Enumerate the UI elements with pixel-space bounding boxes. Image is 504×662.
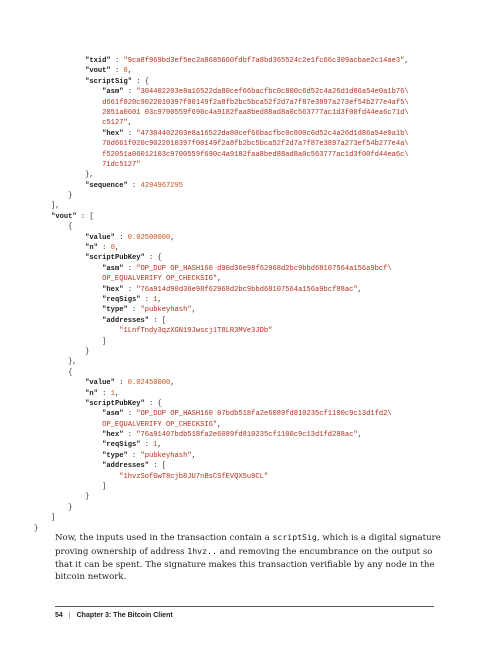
json-punctuation: : (123, 431, 137, 440)
json-punctuation: } (0, 192, 73, 201)
json-punctuation (0, 78, 85, 86)
code-line (0, 170, 409, 180)
json-key: "asm" (102, 264, 124, 273)
json-punctuation (0, 254, 85, 262)
json-punctuation: : { (144, 254, 162, 263)
json-key: "asm" (102, 410, 124, 419)
json-key: "hex" (102, 129, 124, 138)
json-key: "addresses" (102, 462, 149, 471)
code-line (0, 243, 409, 253)
json-punctuation: , (191, 306, 196, 315)
code-line (0, 264, 409, 274)
json-number: 0.02450000 (127, 379, 171, 388)
paragraph-line: proving ownership of address 1hvz.. and removing the encumbrance on the output so (55, 545, 433, 557)
footer-divider (55, 606, 434, 607)
json-punctuation: } (0, 493, 90, 502)
json-key: "sequence" (85, 181, 128, 190)
code-line (0, 201, 409, 211)
json-punctuation (0, 431, 102, 439)
json-punctuation: ] (0, 483, 107, 492)
footer-separator: | (68, 612, 71, 619)
json-punctuation: : (140, 441, 154, 450)
code-line (0, 326, 409, 336)
json-key: "scriptPubKey" (85, 254, 145, 263)
json-punctuation: : (123, 410, 137, 419)
code-line (0, 285, 409, 295)
json-key: "type" (102, 306, 128, 315)
json-key: "vout" (85, 67, 111, 76)
json-punctuation: : [ (149, 462, 167, 471)
json-punctuation: } (0, 503, 73, 512)
code-line (0, 357, 409, 367)
json-number: 1 (153, 295, 158, 304)
json-punctuation: , (157, 441, 162, 450)
code-line (0, 316, 409, 326)
json-string: c5127" (0, 119, 128, 128)
json-punctuation: : { (131, 77, 149, 86)
json-punctuation (0, 130, 102, 138)
json-punctuation: , (114, 244, 120, 253)
json-punctuation: , (127, 67, 132, 76)
json-string: "OP_DUP OP_HASH160 07bdb518fa2e6089fd810235cf1100c9c13d1fd2\ (136, 410, 392, 419)
json-punctuation: , (170, 233, 175, 242)
code-line (0, 139, 409, 149)
json-punctuation: : (114, 379, 128, 388)
code-line (0, 399, 409, 409)
json-string: "76a91407bdb518fa2e6089fd810235cf1100c9c13d1fd288ac" (136, 431, 358, 440)
inline-code-scriptsig: scriptSig (272, 532, 317, 542)
json-key: "vout" (51, 212, 77, 221)
json-punctuation: } (0, 524, 39, 533)
json-string: "1LnfTndy3qzXGN19Jwscj1T8LR3MVe3JDb" (0, 327, 273, 336)
json-punctuation: : (123, 88, 137, 97)
code-line (0, 503, 409, 513)
json-punctuation: , (114, 389, 120, 398)
chapter-title: Chapter 3: The Bitcoin Client (76, 612, 173, 619)
json-string: "pubkeyhash" (140, 451, 192, 460)
code-line (0, 233, 409, 243)
json-punctuation: : [ (149, 316, 167, 325)
json-punctuation (0, 57, 85, 65)
json-punctuation (0, 88, 102, 96)
json-punctuation: ] (0, 514, 56, 523)
json-punctuation: : (127, 181, 141, 190)
json-punctuation (0, 441, 102, 449)
json-punctuation (0, 296, 102, 304)
code-line (0, 482, 409, 492)
json-key: "scriptSig" (85, 77, 132, 86)
json-number: 0 (123, 67, 128, 76)
code-line (0, 378, 409, 388)
json-punctuation: : (123, 264, 137, 273)
code-line (0, 337, 409, 347)
json-key: "hex" (102, 431, 124, 440)
code-line (0, 212, 409, 222)
json-punctuation: } (0, 347, 90, 356)
json-key: "asm" (102, 88, 124, 97)
page-footer (55, 612, 173, 619)
json-punctuation (0, 400, 85, 408)
json-punctuation (0, 390, 85, 398)
json-string: "304402203e8a16522da80cef66bacfbc0c800c6d52c4a26d1d86a54e0a1b76\ (136, 88, 409, 97)
json-punctuation (0, 244, 85, 252)
page-number: 54 (55, 612, 63, 619)
paragraph-line: that it can be spent. The signature makes this transaction verifiable by any node in the (55, 559, 435, 570)
code-line (0, 295, 409, 305)
code-line (0, 150, 409, 160)
code-line (0, 253, 409, 263)
json-punctuation: , (357, 431, 362, 440)
paragraph-line: bitcoin network. (55, 572, 127, 583)
json-string: "9ca8f969bd3ef5ec2a8685660fdbf7a8bd365524c2e1fc66c309acbae2c14ae3" (123, 57, 405, 65)
json-string: 71dc5127" (0, 160, 141, 169)
json-punctuation: : (114, 233, 128, 242)
code-line (0, 305, 409, 315)
json-punctuation: : (97, 389, 111, 398)
json-punctuation: : (140, 295, 154, 304)
json-punctuation (0, 286, 102, 294)
json-punctuation: : (110, 67, 124, 76)
json-punctuation: , (170, 379, 175, 388)
json-key: "n" (85, 389, 98, 398)
json-key: "scriptPubKey" (85, 399, 145, 408)
code-line (0, 472, 409, 482)
json-number: 0 (110, 244, 115, 253)
json-punctuation: , (404, 57, 409, 65)
body-paragraph (55, 531, 441, 584)
code-line (0, 492, 409, 502)
json-punctuation: }, (0, 358, 77, 367)
json-punctuation: : { (144, 399, 162, 408)
json-punctuation: : [ (76, 212, 94, 221)
json-key: "n" (85, 244, 98, 253)
code-line (0, 430, 409, 440)
inline-code-address: 1hvz.. (187, 545, 217, 556)
json-key: "hex" (102, 285, 124, 294)
json-punctuation: , (191, 451, 196, 460)
json-string: "1hvzSofGwT8cjb8JU7nBsCSfEVQX5u9CL" (0, 472, 269, 481)
code-line (0, 389, 409, 399)
json-punctuation: { (0, 223, 73, 232)
json-punctuation: , (217, 420, 222, 429)
json-string: "pubkeyhash" (140, 306, 192, 315)
code-line (0, 347, 409, 357)
code-line (0, 440, 409, 450)
json-number: 0.02500000 (127, 233, 171, 242)
json-punctuation: , (127, 119, 132, 128)
json-punctuation (0, 182, 85, 190)
json-punctuation: ] (0, 337, 107, 346)
code-line (0, 222, 409, 232)
paragraph-line: Now, the inputs used in the transaction contain a scriptSig, which is a digital signature (55, 532, 441, 543)
code-line (0, 274, 409, 284)
json-punctuation (0, 234, 85, 242)
json-punctuation (0, 462, 102, 470)
code-line (0, 420, 409, 430)
json-string: 76d661f020c9022010397f00149f2a8fb2bc5bca52f2d7a7f87e3897a273ef54b277e4a\ (0, 140, 409, 149)
json-punctuation: : (127, 451, 141, 460)
json-punctuation: : (110, 57, 124, 65)
code-line (0, 108, 409, 118)
code-line (0, 191, 409, 201)
json-string: "76a914d90d36e98f62968d2bc9bbd68107564a156a9bcf88ac" (136, 285, 358, 294)
code-line (0, 451, 409, 461)
json-punctuation: ], (0, 202, 60, 211)
json-punctuation (0, 306, 102, 314)
json-punctuation (0, 67, 85, 75)
json-punctuation: : (127, 306, 141, 315)
json-punctuation (0, 410, 102, 418)
code-line (0, 368, 409, 378)
json-key: "addresses" (102, 316, 149, 325)
code-line (0, 513, 409, 523)
json-string: 2051a0601 03c9700559f690c4a9182faa8bed88ad8a0c563777ac1d3f00fd44ea6c71d\ (0, 108, 409, 117)
code-line (0, 181, 409, 191)
json-key: "type" (102, 451, 128, 460)
code-line (0, 56, 409, 66)
json-string: d661f020c9022010397f00149f2a8fb2bc5bca52f2d7a7f87e3897a273ef54b277e4af5\ (0, 98, 409, 107)
json-punctuation: : (97, 244, 111, 253)
code-line (0, 129, 409, 139)
code-line (0, 409, 409, 419)
json-punctuation (0, 213, 51, 221)
code-line (0, 77, 409, 87)
code-line (0, 461, 409, 471)
code-line (0, 118, 409, 128)
json-punctuation (0, 317, 102, 325)
code-line (0, 87, 409, 97)
json-number: 1 (110, 389, 115, 398)
json-key: "value" (85, 233, 115, 242)
json-punctuation (0, 379, 85, 387)
json-string: OP_EQUALVERIFY OP_CHECKSIG" (0, 275, 218, 284)
json-punctuation: , (157, 295, 162, 304)
json-punctuation: }, (0, 171, 94, 180)
json-key: "value" (85, 379, 115, 388)
json-punctuation (0, 265, 102, 273)
code-line (0, 160, 409, 170)
code-line (0, 98, 409, 108)
json-number: 1 (153, 441, 158, 450)
code-listing (0, 56, 409, 534)
json-punctuation: { (0, 368, 73, 377)
json-punctuation (0, 452, 102, 460)
json-key: "txid" (85, 57, 111, 65)
json-string: "OP_DUP OP_HASH160 d90d36e98f62968d2bc9bbd68107564a156a9bcf\ (136, 264, 392, 273)
code-line (0, 66, 409, 76)
json-punctuation: , (357, 285, 362, 294)
json-key: "reqSigs" (102, 295, 141, 304)
json-string: f52051a06012103c9700559f690c4a9182faa8bed88ad8a0c563777ac1d3f00fd44ea6c\ (0, 150, 409, 159)
json-number: 4294967295 (140, 181, 184, 190)
json-string: OP_EQUALVERIFY OP_CHECKSIG" (0, 420, 218, 429)
json-key: "reqSigs" (102, 441, 141, 450)
json-punctuation: : (123, 285, 137, 294)
json-punctuation: , (217, 275, 222, 284)
json-punctuation: : (123, 129, 137, 138)
json-string: "47304402203e8a16522da80cef66bacfbc0c800c6d52c4a26d1d86a54e0a1b\ (136, 129, 409, 138)
